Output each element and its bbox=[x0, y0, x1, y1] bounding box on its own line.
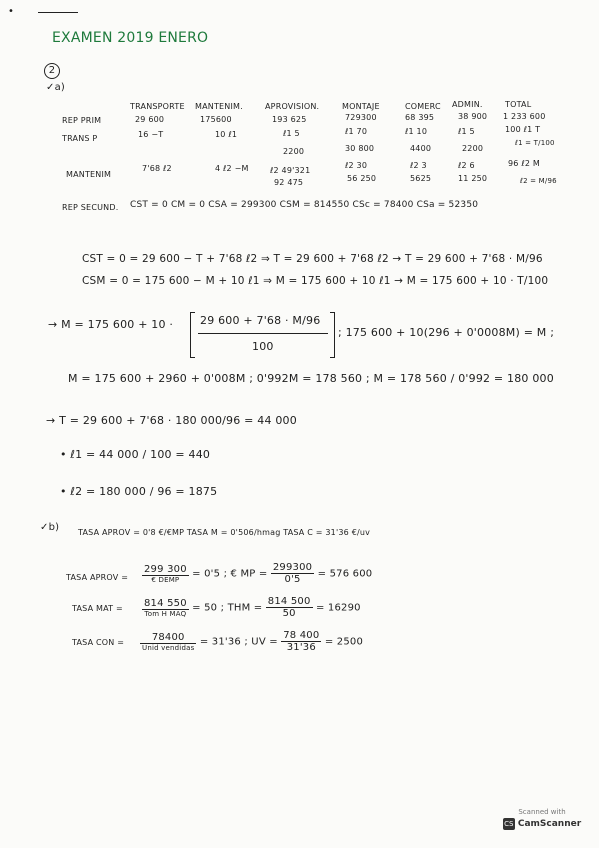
row-label-rep-prim: REP PRIM bbox=[62, 116, 102, 125]
cell: ℓ2 49'321 bbox=[270, 166, 311, 175]
tasa-con-fraction bbox=[140, 630, 363, 653]
tasa-mat-label: TASA MAT = bbox=[72, 604, 123, 613]
equation-cst: CST = 0 = 29 600 − T + 7'68 ℓ2 ⇒ T = 29 600 + 7'68 ℓ2 → T = 29 600 + 7'68 · M/96 bbox=[82, 253, 543, 265]
camscanner-brand: CamScanner bbox=[517, 819, 582, 829]
cell: ℓ2 6 bbox=[458, 161, 475, 170]
col-header-admin: ADMIN. bbox=[452, 100, 483, 109]
page-title: EXAMEN 2019 ENERO bbox=[52, 30, 209, 46]
part-b-text: b) bbox=[48, 522, 60, 533]
question-number bbox=[44, 63, 60, 79]
cell: 68 395 bbox=[405, 113, 435, 122]
eq3-left: → M = 175 600 + 10 · bbox=[48, 318, 174, 331]
fraction-denominator: 31'36 bbox=[286, 642, 316, 653]
fraction-numerator: 814 500 bbox=[267, 596, 311, 607]
bracket-left bbox=[190, 312, 195, 358]
col-header-transporte: TRANSPORTE bbox=[130, 102, 185, 111]
camscanner-row bbox=[499, 818, 585, 830]
fraction-numerator: 78 400 bbox=[283, 630, 320, 641]
cell: 96 ℓ2 M bbox=[508, 159, 540, 168]
equation-l2-value: • ℓ2 = 180 000 / 96 = 1875 bbox=[60, 485, 218, 498]
cell: 193 625 bbox=[272, 115, 307, 124]
cell: 11 250 bbox=[458, 174, 488, 183]
cell: 175600 bbox=[200, 115, 232, 124]
cell: 2200 bbox=[462, 144, 484, 153]
col-header-montaje: MONTAJE bbox=[342, 102, 380, 111]
final-value: = 16290 bbox=[315, 602, 361, 614]
cell: 16 −T bbox=[138, 130, 164, 139]
fraction-denominator: € DEMP bbox=[151, 575, 180, 584]
cell: 5625 bbox=[410, 174, 432, 183]
fraction-numerator: 814 550 bbox=[144, 597, 187, 609]
cell: 2200 bbox=[283, 147, 305, 156]
equation-m-substitution bbox=[48, 318, 173, 331]
cell: 4400 bbox=[410, 144, 432, 153]
cell: ℓ1 = T/100 bbox=[515, 139, 555, 147]
rates-summary: TASA APROV = 0'8 €/€MP TASA M = 0'506/hmag TASA C = 31'36 €/uv bbox=[78, 528, 371, 537]
cell: ℓ2 30 bbox=[345, 161, 368, 170]
scanned-with-text: Scanned with bbox=[518, 808, 566, 816]
cell: 1 233 600 bbox=[503, 112, 546, 121]
col-header-comerc: COMERC bbox=[405, 102, 441, 111]
row-label-rep-secund: REP SECUND. bbox=[62, 203, 119, 212]
cell: 56 250 bbox=[347, 174, 377, 183]
tasa-aprov-label: TASA APROV = bbox=[66, 573, 129, 582]
cell: ℓ2 = M/96 bbox=[520, 177, 557, 185]
fraction-numerator: 78400 bbox=[140, 632, 196, 644]
row-label-trans-p: TRANS P bbox=[62, 134, 98, 143]
secondary-row: CST = 0 CM = 0 CSA = 299300 CSM = 814550 CSc = 78400 CSa = 52350 bbox=[130, 200, 479, 210]
top-rule bbox=[38, 12, 78, 13]
equation-csm: CSM = 0 = 175 600 − M + 10 ℓ1 ⇒ M = 175 600 + 10 ℓ1 → M = 175 600 + 10 · T/100 bbox=[82, 275, 549, 287]
col-header-total: TOTAL bbox=[505, 100, 532, 109]
part-a-label: ✓a) bbox=[46, 82, 66, 93]
eq3-denominator: 100 bbox=[252, 340, 274, 353]
row-label-mantenim: MANTENIM bbox=[66, 170, 112, 179]
final-value: = 2500 bbox=[324, 636, 364, 648]
fraction-denominator: Unid vendidas bbox=[142, 643, 195, 652]
cell: ℓ1 10 bbox=[405, 127, 428, 136]
tasa-aprov-fraction bbox=[142, 562, 372, 585]
fraction-result: = 0'5 ; € MP = bbox=[192, 568, 268, 580]
col-header-mantenim: MANTENIM. bbox=[195, 102, 243, 111]
cell: 4 ℓ2 −M bbox=[215, 164, 249, 173]
eq3-right: ; 175 600 + 10(296 + 0'0008M) = M ; bbox=[338, 326, 555, 339]
fraction-denominator: Tom H MAQ bbox=[144, 609, 187, 618]
eq3-fraction-bar bbox=[198, 333, 328, 334]
cell: 10 ℓ1 bbox=[215, 130, 238, 139]
tasa-con-label: TASA CON = bbox=[72, 638, 125, 647]
cell: 729300 bbox=[345, 113, 377, 122]
bracket-right bbox=[330, 312, 335, 358]
cell: 92 475 bbox=[274, 178, 304, 187]
final-value: = 576 600 bbox=[317, 568, 373, 580]
fraction-numerator: 299 300 bbox=[144, 563, 187, 575]
cell: 29 600 bbox=[135, 115, 165, 124]
cell: ℓ1 5 bbox=[458, 127, 475, 136]
cell: ℓ2 3 bbox=[410, 161, 427, 170]
cell: ℓ1 5 bbox=[283, 129, 300, 138]
cell: 100 ℓ1 T bbox=[505, 125, 541, 134]
fraction-result: = 31'36 ; UV = bbox=[199, 636, 278, 648]
fraction-result: = 50 ; THM = bbox=[192, 602, 263, 614]
fraction-numerator: 299300 bbox=[272, 562, 313, 573]
part-b-label: ✓b) bbox=[40, 522, 60, 533]
fraction-denominator: 0'5 bbox=[284, 574, 301, 585]
camscanner-badge bbox=[499, 808, 585, 838]
part-a-text: a) bbox=[54, 82, 66, 93]
cell: 30 800 bbox=[345, 144, 375, 153]
fraction-denominator: 50 bbox=[282, 608, 296, 619]
top-dot: • bbox=[8, 6, 14, 17]
question-number-text: 2 bbox=[48, 65, 56, 76]
cell: ℓ1 70 bbox=[345, 127, 368, 136]
cell: 38 900 bbox=[458, 112, 488, 121]
equation-l1-value: • ℓ1 = 44 000 / 100 = 440 bbox=[60, 448, 211, 461]
tasa-mat-fraction bbox=[142, 596, 361, 619]
eq3-numerator: 29 600 + 7'68 · M/96 bbox=[200, 314, 321, 327]
equation-t-value: → T = 29 600 + 7'68 · 180 000/96 = 44 000 bbox=[46, 414, 297, 427]
col-header-aprovision: APROVISION. bbox=[265, 102, 320, 111]
cell: 7'68 ℓ2 bbox=[142, 164, 172, 173]
equation-m-solve: M = 175 600 + 2960 + 0'008M ; 0'992M = 178 560 ; M = 178 560 / 0'992 = 180 000 bbox=[68, 372, 554, 385]
camscanner-logo-icon: CS bbox=[504, 820, 514, 828]
